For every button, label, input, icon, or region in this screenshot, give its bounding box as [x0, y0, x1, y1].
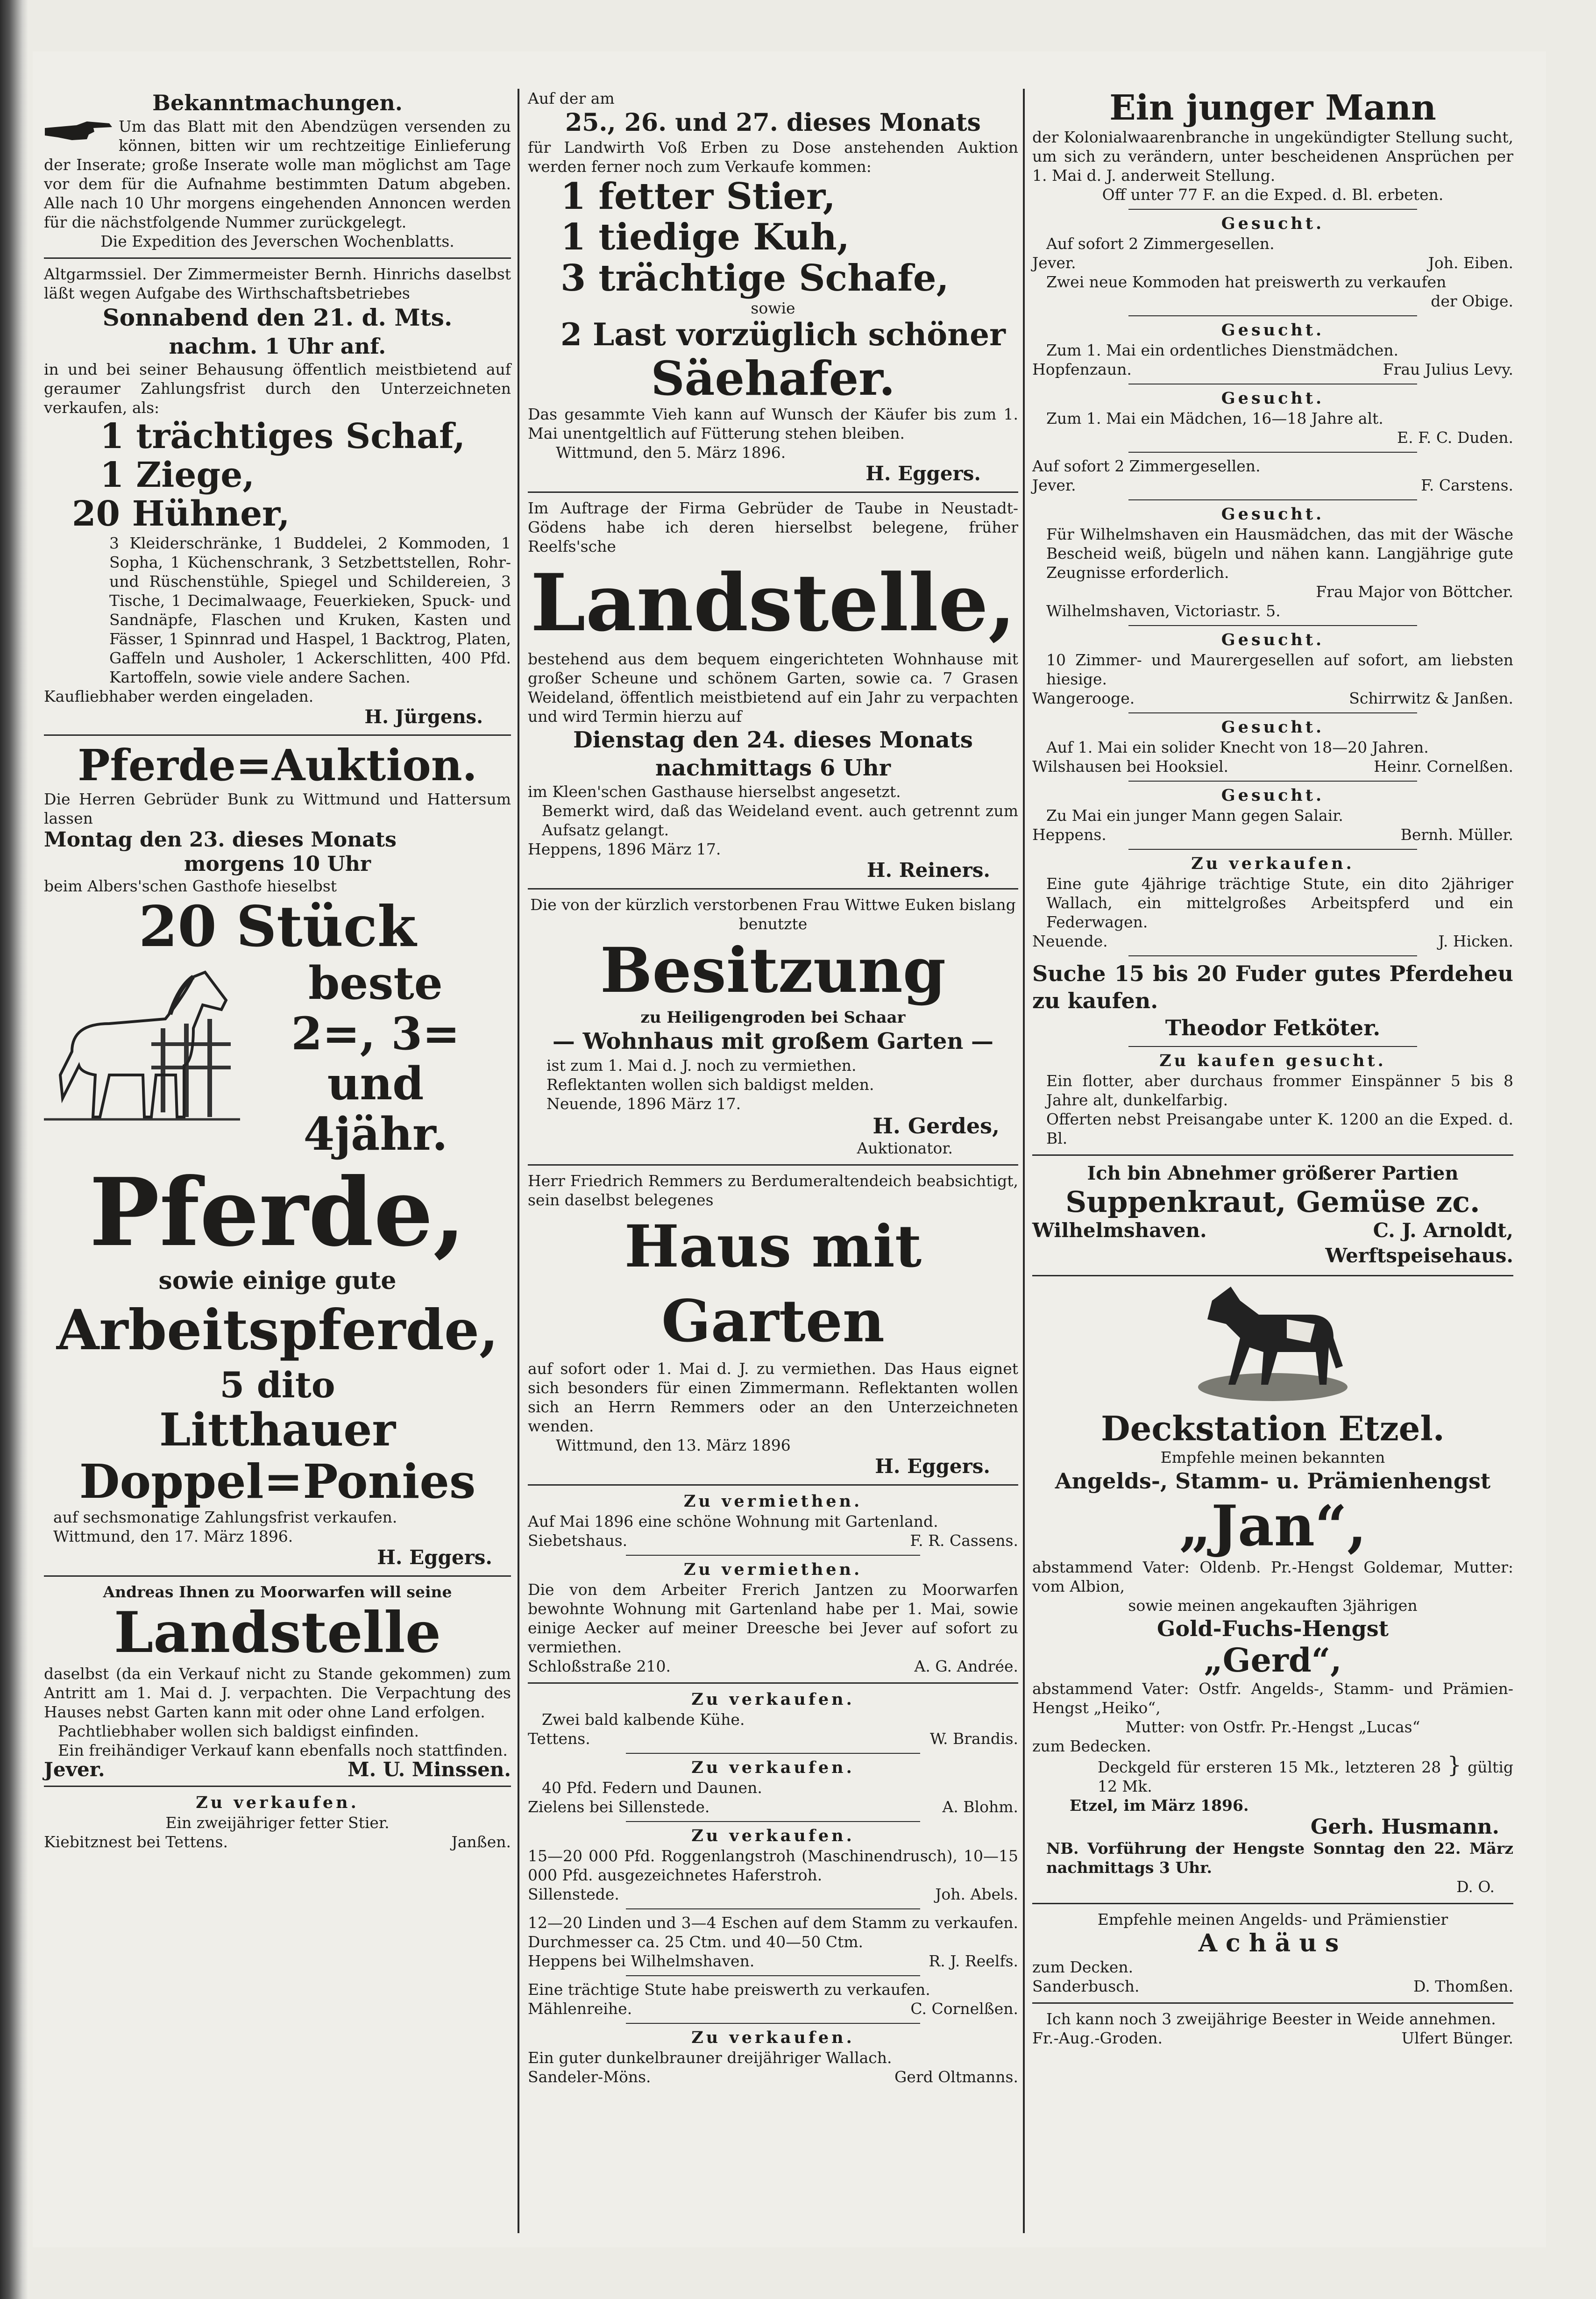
ad-place: Sillenstede.	[528, 1885, 619, 1903]
ad-sign: C. J. Arnoldt,	[1373, 1219, 1513, 1242]
ad-headline: Suppenkraut, Gemüse zc.	[1065, 1184, 1480, 1219]
ad-sign: Bernh. Müller.	[1400, 825, 1513, 844]
ad-intro: Im Auftrage der Firma Gebrüder de Taube in Neustadt-Gödens habe ich deren hierselbst belegene, früher Reelfs'sche	[528, 498, 1018, 555]
ad-word: Litthauer	[159, 1403, 396, 1457]
ad-sign: Gerd Oltmanns.	[894, 2067, 1018, 2086]
divider	[1128, 452, 1417, 453]
divider	[626, 2023, 920, 2024]
ad-invite: Kaufliebhaber werden eingeladen.	[44, 687, 314, 705]
ad-text: Ein flotter, aber durchaus frommer Einspänner 5 bis 8 Jahre alt, dunkelfarbig.	[1046, 1071, 1513, 1109]
ad-gesucht-7	[1032, 785, 1513, 844]
ad-placedate: Wittmund, den 17. März 1896.	[53, 1527, 293, 1545]
ad-text: in und bei seiner Behausung öffentlich meistbietend auf geraumer Zahlungsfrist durch den Unterzeichneten verkaufen, als:	[44, 360, 511, 417]
divider	[1032, 1275, 1513, 1276]
ad-place: Jever.	[1032, 476, 1076, 494]
ad-text: Offerten nebst Preisangabe unter K. 1200 an die Exped. d. Bl.	[1046, 1110, 1513, 1147]
ad-text: abstammend Vater: Oldenb. Pr.-Hengst Goldemar, Mutter: vom Albion,	[1032, 1558, 1513, 1596]
ad-heading: Zu vermiethen.	[683, 1559, 863, 1579]
ad-title: Bekanntmachungen.	[152, 90, 403, 115]
ad-text: abstammend Vater: Ostfr. Angelds-, Stamm- und Prämien-Hengst „Heiko“,	[1032, 1679, 1513, 1717]
ad-text: Für Wilhelmshaven ein Hausmädchen, das mit der Wäsche Bescheid weiß, bügeln und nähen kann. Langjährige gute Zeugnisse erforderlich.	[1046, 525, 1513, 582]
divider	[626, 1821, 920, 1822]
ad-sign: H. Jürgens.	[364, 705, 483, 728]
divider	[528, 888, 1018, 890]
ad-title: Haus mit Garten	[624, 1212, 922, 1355]
ad-gesucht-3	[1032, 388, 1513, 447]
ad-zimmergesellen	[1032, 456, 1513, 495]
ad-achaus	[1032, 1910, 1513, 1996]
ad-dates: 25., 26. und 27. dieses Monats	[565, 108, 981, 137]
ad-text: zum Decken.	[1032, 1957, 1134, 1976]
ad-verkaufen-2	[528, 1758, 1018, 1816]
divider	[626, 1975, 920, 1976]
ad-place: Mählenreihe.	[528, 1999, 632, 2018]
ad-sign: E. F. C. Duden.	[1397, 428, 1513, 447]
divider	[1032, 2002, 1513, 2004]
divider	[528, 1484, 1018, 1486]
ad-heading: Zu kaufen gesucht.	[1159, 1051, 1386, 1070]
divider	[1128, 315, 1417, 316]
ad-place: Wilshausen bei Hooksiel.	[1032, 757, 1229, 776]
ad-text: Angelds-, Stamm- u. Prämienhengst	[1055, 1468, 1491, 1494]
divider	[1128, 625, 1417, 626]
ad-contact: Off unter 77 F. an die Exped. d. Bl. erbeten.	[1102, 185, 1444, 204]
ad-place: im Kleen'schen Gasthause hierselbst angesetzt.	[528, 782, 901, 801]
ad-place: Heppens bei Wilhelmshaven.	[528, 1951, 755, 1970]
divider	[44, 1575, 511, 1577]
ad-zu-verkaufen	[44, 1793, 511, 1851]
ad-time: morgens 10 Uhr	[184, 852, 371, 876]
ad-vermiethen-2	[528, 1559, 1018, 1676]
ad-sign: Gerh. Husmann.	[1310, 1815, 1499, 1839]
ad-name: „Jan“,	[1179, 1493, 1367, 1559]
ad-text: Zum 1. Mai ein ordentliches Dienstmädchen.	[1046, 341, 1398, 359]
ad-text: Gold-Fuchs-Hengst	[1157, 1616, 1389, 1642]
ad-item: 1 trächtiges Schaf,	[100, 416, 465, 456]
ad-sign: H. Eggers.	[875, 1454, 990, 1478]
ad-text: Ich kann noch 3 zweijährige Beester in Weide annehmen.	[1046, 2009, 1496, 2028]
ad-text: Auf 1. Mai ein solider Knecht von 18—20 Jahren.	[1046, 738, 1429, 756]
ad-sign: A. Blohm.	[942, 1797, 1018, 1816]
ad-item: 1 fetter Stier,	[560, 175, 836, 218]
ad-headline: Arbeitspferde,	[56, 1297, 499, 1363]
divider	[1128, 955, 1417, 956]
column-1	[44, 89, 511, 1856]
ad-item: 20 Hühner,	[72, 493, 290, 534]
ad-text: Die Herren Gebrüder Bunk zu Wittmund und Hattersum lassen	[44, 790, 511, 827]
ad-haus-mit-garten	[528, 1171, 1018, 1478]
ad-time: nachm. 1 Uhr anf.	[169, 334, 386, 359]
ad-sign: Heinr. Cornelßen.	[1374, 757, 1513, 776]
ad-title: Besitzung	[600, 934, 946, 1007]
ad-list: 3 Kleiderschränke, 1 Buddelei, 2 Kommoden, 1 Sopha, 1 Küchenschrank, 3 Setzbettstellen, Rohr- und Rüschenstühle, Spiegel und Schildereien, 3 Tische, 1 Decimalwaage, Feuerkieken, Spuck- und Sandnäpfe, Flaschen und Kruken, Kasten und Fässer, 1 Spinnrad und Haspel, 1 Backtrog, Platen, Gaffeln und Ausholer, 1 Ackerschlitten, 400 Pfd. Kartoffeln, sowie viele andere Sachen.	[109, 534, 511, 686]
ad-text: Zwei neue Kommoden hat preiswerth zu verkaufen	[1046, 272, 1447, 291]
ad-word: beste	[308, 957, 443, 1010]
ad-text: der Kolonialwaarenbranche in ungekündigter Stellung sucht, um sich zu verändern, unter bescheidenen Ansprüchen per 1. Mai d. J. anderweit Stellung.	[1032, 128, 1513, 185]
divider	[626, 1753, 920, 1754]
ad-pferdeheu	[1032, 960, 1513, 1041]
ad-text: sowie	[751, 299, 795, 318]
column-divider	[518, 89, 519, 2233]
ad-ages: 2=, 3= und	[291, 1007, 460, 1110]
ad-sign: D. Thomßen.	[1413, 1977, 1513, 1995]
divider	[1128, 1046, 1417, 1047]
ad-heading: Gesucht.	[1221, 785, 1325, 805]
ad-text: Suche 15 bis 20 Fuder gutes Pferdeheu zu kaufen.	[1032, 961, 1513, 1013]
ad-intro: Andreas Ihnen zu Moorwarfen will seine	[103, 1582, 452, 1601]
ad-text: Pachtliebhaber wollen sich baldigst einfinden.	[58, 1722, 419, 1741]
ad-text: Empfehle meinen bekannten	[1160, 1448, 1385, 1466]
ad-text: Die von dem Arbeiter Frerich Jantzen zu Moorwarfen bewohnte Wohnung mit Gartenland habe per 1. Mai, sowie einige Aecker auf meiner Dreesche bei Jever auf sofort zu vermiethen.	[528, 1580, 1018, 1656]
ad-altgarmssiel	[44, 264, 511, 728]
ad-zu-kaufen-gesucht	[1032, 1051, 1513, 1148]
ad-bekanntmachungen	[44, 89, 511, 251]
ad-place: zu Heiligengroden bei Schaar	[640, 1008, 906, 1027]
ad-text: Empfehle meinen Angelds- und Prämienstier	[1097, 1910, 1448, 1929]
ad-heading: Gesucht.	[1221, 630, 1325, 649]
column-3	[1032, 89, 1513, 2052]
ad-title: Pferde=Auktion.	[78, 740, 477, 790]
ad-text: Mutter: von Ostfr. Pr.-Hengst „Lucas“	[1125, 1717, 1420, 1736]
ad-verkaufen-4	[528, 2028, 1018, 2086]
ad-title: Landstelle	[113, 1599, 441, 1666]
ad-gesucht-6	[1032, 717, 1513, 776]
ad-sub: — Wohnhaus mit großem Garten —	[552, 1028, 994, 1054]
ad-place: Sandeler-Möns.	[528, 2067, 651, 2086]
ad-time: nachmittags 6 Uhr	[655, 754, 891, 781]
ad-text: ist zum 1. Mai d. J. noch zu vermiethen.	[546, 1056, 857, 1075]
ad-sign: Werftspeisehaus.	[1325, 1244, 1513, 1267]
divider	[1032, 1903, 1513, 1904]
pointing-hand-icon	[44, 119, 114, 143]
ad-sign: F. Carstens.	[1421, 476, 1513, 494]
divider	[44, 1786, 511, 1787]
ad-item: 3 trächtige Schafe,	[560, 256, 949, 299]
ad-text: daselbst (da ein Verkauf nicht zu Stande gekommen) zum Antritt am 1. Mai d. J. verpachten. Die Verpachtung des Hauses nebst Garten kann mit oder ohne Land erfolgen.	[44, 1665, 511, 1722]
ad-text: Auf sofort 2 Zimmergesellen.	[1032, 456, 1261, 475]
ad-pferdeauktion	[44, 741, 511, 1569]
ad-text: Ein guter dunkelbrauner dreijähriger Wallach.	[528, 2048, 892, 2067]
ad-text: 40 Pfd. Federn und Daunen.	[542, 1778, 762, 1797]
ad-intro: Die von der kürzlich verstorbenen Frau Wittwe Euken bislang benutzte	[530, 895, 1016, 933]
ad-heading: Zu verkaufen.	[691, 1689, 855, 1709]
divider	[1032, 1154, 1513, 1156]
ad-item: 1 Ziege,	[100, 455, 255, 495]
ad-word: 4jähr.	[303, 1107, 448, 1160]
book-spine-shadow	[0, 0, 28, 2299]
ad-count: 20 Stück	[138, 893, 417, 960]
ad-heading: Zu verkaufen.	[691, 2028, 855, 2047]
ad-date: Montag den 23. dieses Monats	[44, 827, 397, 852]
ad-junger-mann	[1032, 89, 1513, 204]
ad-fee: Deckgeld für ersteren 15 Mk.,	[1098, 1758, 1339, 1776]
ad-arnoldt	[1032, 1161, 1513, 1268]
ad-linden	[528, 1913, 1018, 1971]
ad-date: Dienstag den 24. dieses Monats	[573, 726, 973, 753]
ad-place: Sanderbusch.	[1032, 1977, 1140, 1995]
ad-text: 10 Zimmer- und Maurergesellen auf sofort, am liebsten hiesige.	[1046, 650, 1513, 688]
ad-sign: H. Eggers.	[377, 1545, 492, 1569]
ad-sign: Joh. Abels.	[935, 1885, 1018, 1903]
ad-name: Achäus	[1198, 1929, 1348, 1957]
ad-role: Auktionator.	[857, 1139, 953, 1157]
ad-sign: Frau Julius Levy.	[1383, 360, 1513, 378]
ad-place: Hopfenzaun.	[1032, 360, 1132, 378]
ad-note: Bemerkt wird, daß das Weideland event. auch getrennt zum Aufsatz gelangt.	[542, 801, 1018, 839]
divider	[1128, 209, 1417, 210]
ad-deckstation-etzel: Deckstation Etzel. Empfehle meinen bekannten Angelds-, Stamm- u. Prämienhengst „Jan“, abstammend Vater: Oldenb. Pr.-Hengst Goldemar, Mutter: vom Albion, sowie meinen angekauften 3jährigen Gold-Fuchs-Hengst „Gerd“, abstammend Vater: Ostfr. Angelds-, Stamm- und Prämien-Hengst „Heiko“, Mutter: von Ostfr. Pr.-Hengst „Lucas“ zum Bedecken. Deckgeld für ersteren 15 Mk., letzteren 28 } gültig 12 Mk. Etzel, im März 1896. Gerh. Husmann. NB. Vorführung der Hengste Sonntag den 22. März nachmittags 3 Uhr. D. O.	[1032, 1282, 1513, 1896]
ad-vermiethen-1	[528, 1491, 1018, 1550]
ad-sign: A. G. Andrée.	[914, 1657, 1018, 1675]
ad-sign: Frau Major von Böttcher.	[1316, 582, 1513, 601]
ad-sign: Ulfert Bünger.	[1401, 2029, 1513, 2047]
ad-place: Neuende.	[1032, 932, 1108, 950]
ad-title: Landstelle,	[530, 556, 1016, 649]
ad-besitzung	[528, 895, 1018, 1158]
ad-gesucht-4	[1032, 504, 1513, 620]
divider	[1128, 499, 1417, 500]
divider	[528, 1682, 1018, 1684]
ad-item: Säehafer.	[651, 350, 895, 406]
ad-intro: Herr Friedrich Remmers zu Berdumeraltendeich beabsichtigt, sein daselbst belegenes	[528, 1171, 1018, 1209]
ad-buenger	[1032, 2009, 1513, 2048]
ad-heading: Zu verkaufen.	[196, 1793, 359, 1813]
ad-sign: W. Brandis.	[929, 1729, 1018, 1748]
ad-place: Jever.	[1032, 253, 1076, 272]
ad-headline: Pferde,	[89, 1158, 466, 1268]
ad-heading: Gesucht.	[1221, 388, 1325, 408]
horse-illustration	[44, 958, 240, 1136]
ad-text: 12—20 Linden und 3—4 Eschen auf dem Stamm zu verkaufen. Durchmesser ca. 25 Ctm. und 40—50 Ctm.	[528, 1913, 1018, 1951]
ad-place: Jever.	[44, 1758, 105, 1781]
ad-heading: Zu verkaufen.	[1191, 854, 1355, 873]
ad-text: für Landwirth Voß Erben zu Dose anstehenden Auktion werden ferner noch zum Verkaufe kommen:	[528, 138, 1018, 176]
ad-heading: Gesucht.	[1221, 320, 1325, 340]
ad-text: Auf Mai 1896 eine schöne Wohnung mit Gartenland.	[528, 1512, 938, 1530]
ad-sign: Joh. Eiben.	[1428, 253, 1513, 272]
ad-terms: auf sechsmonatige Zahlungsfrist verkaufen.	[53, 1508, 397, 1526]
ad-sign: D. O.	[1456, 1877, 1495, 1896]
divider	[626, 1908, 920, 1909]
ad-sign: H. Gerdes,	[872, 1113, 1000, 1139]
ad-stute	[528, 1980, 1018, 2018]
ad-heading: Zu verkaufen.	[691, 1758, 855, 1777]
ad-text: sowie einige gute	[158, 1267, 397, 1295]
ad-sign: H. Eggers.	[865, 462, 981, 485]
divider	[528, 491, 1018, 493]
ad-intro: Auf der am	[528, 89, 615, 107]
ad-heading: Gesucht.	[1221, 717, 1325, 737]
ad-nb: NB. Vorführung der Hengste Sonntag den 22. März nachmittags 3 Uhr.	[1046, 1839, 1513, 1877]
divider	[1128, 712, 1417, 713]
ad-placedate: Wittmund, den 13. März 1896	[556, 1436, 791, 1454]
ad-placedate: Wittmund, den 5. März 1896.	[556, 443, 786, 462]
ad-place: Kiebitznest bei Tettens.	[44, 1833, 228, 1851]
ad-heading: Gesucht.	[1221, 214, 1325, 233]
ad-item: 2 Last vorzüglich schöner	[560, 316, 1006, 353]
ad-place: Heppens.	[1032, 825, 1107, 844]
ad-text: bestehend aus dem bequem eingerichteten Wohnhause mit großer Scheune und schönem Garten, sowie ca. 7 Grasen Weideland, öffentlich meistbietend auf ein Jahr zu verpachten und wird Termin hierzu auf	[528, 649, 1018, 726]
ad-text: Eine gute 4jährige trächtige Stute, ein dito 2jähriger Wallach, ein mittelgroßes Arbeitspferd und ein Federwagen.	[1046, 874, 1513, 931]
ad-landstelle	[44, 1582, 511, 1779]
ad-sign: C. Cornelßen.	[910, 1999, 1018, 2018]
divider	[44, 257, 511, 259]
ad-gesucht-1	[1032, 214, 1513, 311]
ad-place: Siebetshaus.	[528, 1531, 628, 1550]
ad-place: beim Albers'schen Gasthofe hieselbst	[44, 876, 337, 895]
ad-text: 15—20 000 Pfd. Roggenlangstroh (Maschinendrusch), 10—15 000 Pfd. ausgezeichnetes Haferstroh.	[528, 1846, 1018, 1884]
ad-text: Ein zweijähriger fetter Stier.	[165, 1814, 390, 1832]
column-divider	[1023, 89, 1025, 2233]
ad-item: 1 tiedige Kuh,	[560, 216, 850, 259]
ad-heading: Gesucht.	[1221, 504, 1325, 524]
ad-sign: H. Reiners.	[866, 858, 990, 882]
ad-gesucht-2	[1032, 320, 1513, 379]
ad-word: 5 dito	[220, 1364, 335, 1406]
ad-fee: gültig 12 Mk.	[1098, 1758, 1513, 1795]
ad-text: Das gesammte Vieh kann auf Wunsch der Käufer bis zum 1. Mai unentgeltlich auf Fütterung stehen bleiben.	[528, 405, 1018, 442]
ad-text: auf sofort oder 1. Mai d. J. zu vermiethen. Das Haus eignet sich besonders für einen Zimmermann. Reflektanten wollen sich an Herrn Remmers oder an den Unterzeichneten wenden.	[528, 1359, 1018, 1435]
ad-text: Auf sofort 2 Zimmergesellen.	[1046, 234, 1275, 253]
ad-auktion-dose	[528, 89, 1018, 485]
ad-gesucht-5	[1032, 630, 1513, 708]
ad-place: Wangerooge.	[1032, 689, 1135, 707]
ad-sign: Schirrwitz & Janßen.	[1349, 689, 1513, 707]
ad-sign: der Obige.	[1431, 292, 1513, 310]
ad-sign: J. Hicken.	[1438, 932, 1513, 950]
ad-landstelle-neustadt	[528, 498, 1018, 882]
ad-text: Zwei bald kalbende Kühe.	[542, 1710, 745, 1729]
ad-placedate: Etzel, im März 1896.	[1070, 1796, 1249, 1815]
divider	[1128, 849, 1417, 850]
ad-title: Deckstation Etzel.	[1101, 1409, 1445, 1449]
ad-fee: letzteren 28	[1345, 1758, 1441, 1776]
ad-text: Zum 1. Mai ein Mädchen, 16—18 Jahre alt.	[1046, 409, 1383, 427]
ad-place: Fr.-Aug.-Groden.	[1032, 2029, 1163, 2047]
ad-placedate: Neuende, 1896 März 17.	[546, 1094, 741, 1113]
ad-name: „Gerd“,	[1204, 1641, 1342, 1680]
ad-place: Schloßstraße 210.	[528, 1657, 671, 1675]
divider	[528, 1164, 1018, 1166]
ad-intro: Altgarmssiel. Der Zimmermeister Bernh. Hinrichs daselbst läßt wegen Aufgabe des Wirthschaftsbetriebes	[44, 265, 511, 302]
ad-text: Um das Blatt mit den Abendzügen versenden zu können, bitten wir um rechtzeitige Einlieferung der Inserate; große Inserate wolle man möglichst am Tage vor dem für die Aufnahme bestimmten Datum abgeben. Alle nach 10 Uhr morgens eingehenden Annoncen werden für die nächstfolgende Nummer zurückgelegt.	[44, 117, 511, 231]
ad-text: Zu Mai ein junger Mann gegen Salair.	[1046, 806, 1343, 825]
ad-word: Doppel=Ponies	[79, 1453, 476, 1509]
column-2	[528, 89, 1018, 2091]
ad-place: Zielens bei Sillenstede.	[528, 1797, 710, 1816]
ad-text: Ein freihändiger Verkauf kann ebenfalls noch stattfinden.	[58, 1741, 508, 1760]
ad-place: Wilhelmshaven, Victoriastr. 5.	[1046, 601, 1281, 620]
ad-sign: Janßen.	[451, 1833, 511, 1851]
divider	[44, 734, 511, 736]
ad-verkaufen-1	[528, 1689, 1018, 1748]
divider	[1128, 781, 1417, 782]
ad-place: Tettens.	[528, 1729, 590, 1748]
ad-text: zum Bedecken.	[1032, 1737, 1151, 1755]
ad-sign: Theodor Fetköter.	[1165, 1015, 1381, 1040]
divider	[626, 1555, 920, 1556]
ad-placedate: Heppens, 1896 März 17.	[528, 840, 721, 858]
ad-text: Eine trächtige Stute habe preiswerth zu verkaufen.	[528, 1980, 930, 1999]
ad-place: Wilhelmshaven.	[1032, 1219, 1207, 1242]
ad-verkaufen-stute	[1032, 854, 1513, 951]
ad-date: Sonnabend den 21. d. Mts.	[102, 304, 453, 331]
ad-verkaufen-3	[528, 1826, 1018, 1904]
ad-sign: F. R. Cassens.	[910, 1531, 1018, 1550]
ad-text: sowie meinen angekauften 3jährigen	[1128, 1596, 1418, 1615]
ad-text: Reflektanten wollen sich baldigst melden.	[546, 1075, 874, 1094]
ad-heading: Zu verkaufen.	[691, 1826, 855, 1845]
ad-sign: R. J. Reelfs.	[929, 1951, 1018, 1970]
horse-illustration	[1193, 1282, 1352, 1408]
ad-heading: Zu vermiethen.	[683, 1491, 863, 1511]
ad-sign: Die Expedition des Jeverschen Wochenblatts.	[100, 232, 454, 250]
ad-sign: M. U. Minssen.	[348, 1758, 511, 1781]
ad-text: Ich bin Abnehmer größerer Partien	[1087, 1162, 1459, 1184]
ad-title: Ein junger Mann	[1109, 88, 1436, 128]
newspaper-page	[33, 51, 1546, 2247]
